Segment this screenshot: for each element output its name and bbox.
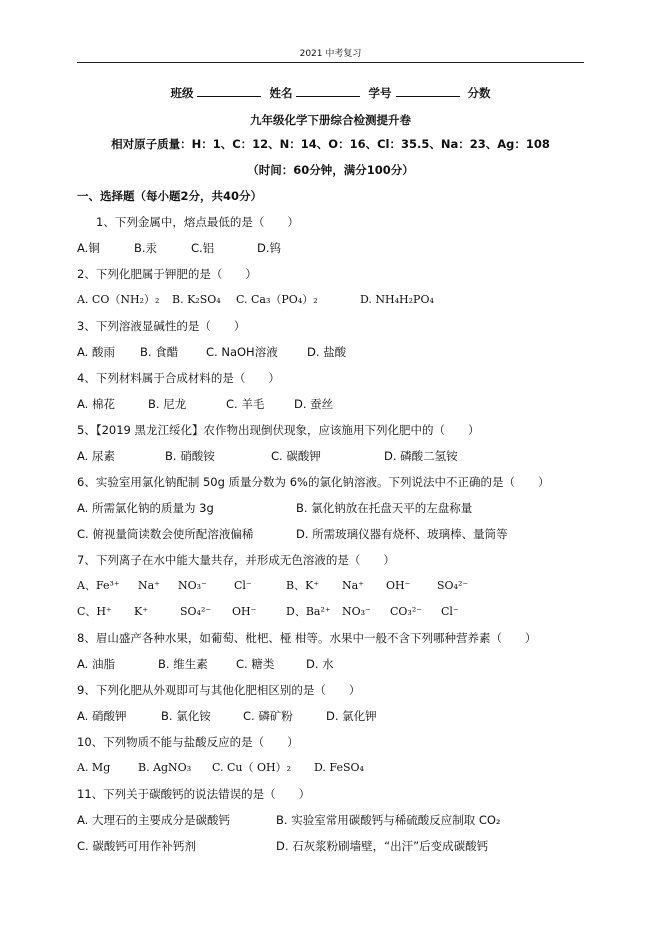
- q7-option-a[interactable]: A、Fe³⁺: [77, 579, 120, 592]
- q2-option-c[interactable]: C. Ca₃（PO₄）₂: [236, 293, 318, 306]
- q1-option-b[interactable]: B.汞: [134, 241, 158, 255]
- header-divider: [77, 62, 584, 63]
- q9-option-b[interactable]: B. 氯化铵: [161, 709, 211, 723]
- q10-option-d[interactable]: D. FeSO₄: [314, 761, 364, 774]
- q11-option-b[interactable]: B. 实验室常用碳酸钙与稀硫酸反应制取 CO₂: [276, 813, 501, 827]
- q5-option-d[interactable]: D. 磷酸二氢铵: [384, 449, 458, 463]
- q5-option-b[interactable]: B. 硝酸铵: [165, 449, 215, 463]
- question-4: 4、下列材料属于合成材料的是（ ）: [77, 371, 280, 385]
- q7-b-ion-3: OH⁻: [386, 579, 411, 592]
- question-7: 7、下列离子在水中能大量共存，并形成无色溶液的是（ ）: [77, 553, 395, 567]
- q2-option-a[interactable]: A. CO（NH₂）₂: [77, 293, 160, 306]
- q2-option-b[interactable]: B. K₂SO₄: [172, 293, 221, 306]
- question-6: 6、实验室用氯化钠配制 50g 质量分数为 6%的氯化钠溶液。下列说法中不正确的是（ ）: [77, 475, 550, 489]
- q4-option-a[interactable]: A. 棉花: [77, 397, 115, 411]
- atomic-masses: 相对原子质量：H：1、C：12、N：14、O：16、Cl：35.5、Na：23、Ag：108: [111, 137, 550, 151]
- q3-option-b[interactable]: B. 食醋: [140, 345, 179, 359]
- q3-option-a[interactable]: A. 酸雨: [77, 345, 115, 359]
- q1-option-d[interactable]: D.钨: [257, 241, 282, 255]
- q9-option-d[interactable]: D. 氯化钾: [326, 709, 377, 723]
- q3-option-c[interactable]: C. NaOH溶液: [206, 345, 278, 359]
- q7-c-ion-3: SO₄²⁻: [180, 605, 212, 618]
- student-info-row: [0, 85, 661, 101]
- exam-title: 九年级化学下册综合检测提升卷: [250, 113, 411, 127]
- q11-option-c[interactable]: C. 碳酸钙可用作补钙剂: [77, 839, 196, 853]
- number-label: 学号: [368, 86, 392, 100]
- q7-b-ion-2: Na⁺: [342, 579, 364, 592]
- q10-option-b[interactable]: B. AgNO₃: [138, 761, 192, 774]
- question-1: 1、下列金属中，熔点最低的是（ ）: [96, 215, 299, 229]
- q7-d-ion-4: Cl⁻: [441, 605, 459, 618]
- q5-option-c[interactable]: C. 碳酸钾: [271, 449, 321, 463]
- q6-option-a[interactable]: A. 所需氯化钠的质量为 3g: [77, 501, 214, 515]
- q4-option-b[interactable]: B. 尼龙: [148, 397, 187, 411]
- q9-option-a[interactable]: A. 硝酸钾: [77, 709, 127, 723]
- q7-a-ion-4: Cl⁻: [234, 579, 252, 592]
- q7-c-ion-4: OH⁻: [232, 605, 257, 618]
- question-2: 2、下列化肥属于钾肥的是（ ）: [77, 267, 257, 281]
- q8-option-b[interactable]: B. 维生素: [158, 657, 208, 671]
- question-11: 11、下列关于碳酸钙的说法错误的是（ ）: [77, 787, 311, 801]
- q11-option-a[interactable]: A. 大理石的主要成分是碳酸钙: [77, 813, 230, 827]
- time-info: （时间：60分钟，满分100分）: [247, 163, 414, 177]
- question-8: 8、眉山盛产各种水果，如葡萄、枇杷、桠 柑等。水果中一般不含下列哪种营养素（ ）: [77, 631, 537, 645]
- q6-option-d[interactable]: D. 所需玻璃仪器有烧杯、玻璃棒、量筒等: [296, 527, 508, 541]
- q1-option-a[interactable]: A.铜: [77, 241, 100, 255]
- q8-option-d[interactable]: D. 水: [306, 657, 334, 671]
- question-5: 5、【2019 黑龙江绥化】农作物出现倒伏现象，应该施用下列化肥中的（ ）: [77, 423, 480, 437]
- page-header: 2021 中考复习: [299, 49, 362, 59]
- q4-option-c[interactable]: C. 羊毛: [226, 397, 265, 411]
- name-label: 姓名: [269, 86, 293, 100]
- q6-option-b[interactable]: B. 氯化钠放在托盘天平的左盘称量: [296, 501, 473, 515]
- q7-a-ion-2: Na⁺: [138, 579, 160, 592]
- q10-option-c[interactable]: C. Cu（ OH）₂: [212, 761, 292, 774]
- q7-a-ion-3: NO₃⁻: [178, 579, 207, 592]
- class-blank[interactable]: [197, 85, 261, 97]
- q9-option-c[interactable]: C. 磷矿粉: [243, 709, 293, 723]
- q6-option-c[interactable]: C. 俯视量筒读数会使所配溶液偏稀: [77, 527, 254, 541]
- q4-option-d[interactable]: D. 蚕丝: [294, 397, 334, 411]
- name-blank[interactable]: [296, 85, 360, 97]
- q3-option-d[interactable]: D. 盐酸: [307, 345, 347, 359]
- q1-option-c[interactable]: C.铝: [191, 241, 215, 255]
- question-10: 10、下列物质不能与盐酸反应的是（ ）: [77, 735, 299, 749]
- question-3: 3、下列溶液显碱性的是（ ）: [77, 319, 246, 333]
- q7-option-d[interactable]: D、Ba²⁺: [286, 605, 331, 618]
- score-label: 分数: [467, 86, 491, 100]
- q8-option-a[interactable]: A. 油脂: [77, 657, 115, 671]
- class-label: 班级: [170, 86, 194, 100]
- section-title: 一、选择题（每小题2分，共40分）: [77, 189, 263, 203]
- q5-option-a[interactable]: A. 尿素: [77, 449, 115, 463]
- q2-option-d[interactable]: D. NH₄H₂PO₄: [360, 293, 434, 306]
- q7-c-ion-2: K⁺: [134, 605, 149, 618]
- q7-option-b[interactable]: B、K⁺: [286, 579, 320, 592]
- question-9: 9、下列化肥从外观即可与其他化肥相区别的是（ ）: [77, 683, 361, 697]
- q10-option-a[interactable]: A. Mg: [77, 761, 111, 774]
- q7-option-c[interactable]: C、H⁺: [77, 605, 112, 618]
- q7-d-ion-3: CO₃²⁻: [390, 605, 423, 618]
- q11-option-d[interactable]: D. 石灰浆粉刷墙壁，“出汗”后变成碳酸钙: [276, 839, 489, 853]
- q7-d-ion-2: NO₃⁻: [342, 605, 371, 618]
- q8-option-c[interactable]: C. 糖类: [236, 657, 275, 671]
- q7-b-ion-4: SO₄²⁻: [437, 579, 469, 592]
- number-blank[interactable]: [396, 85, 460, 97]
